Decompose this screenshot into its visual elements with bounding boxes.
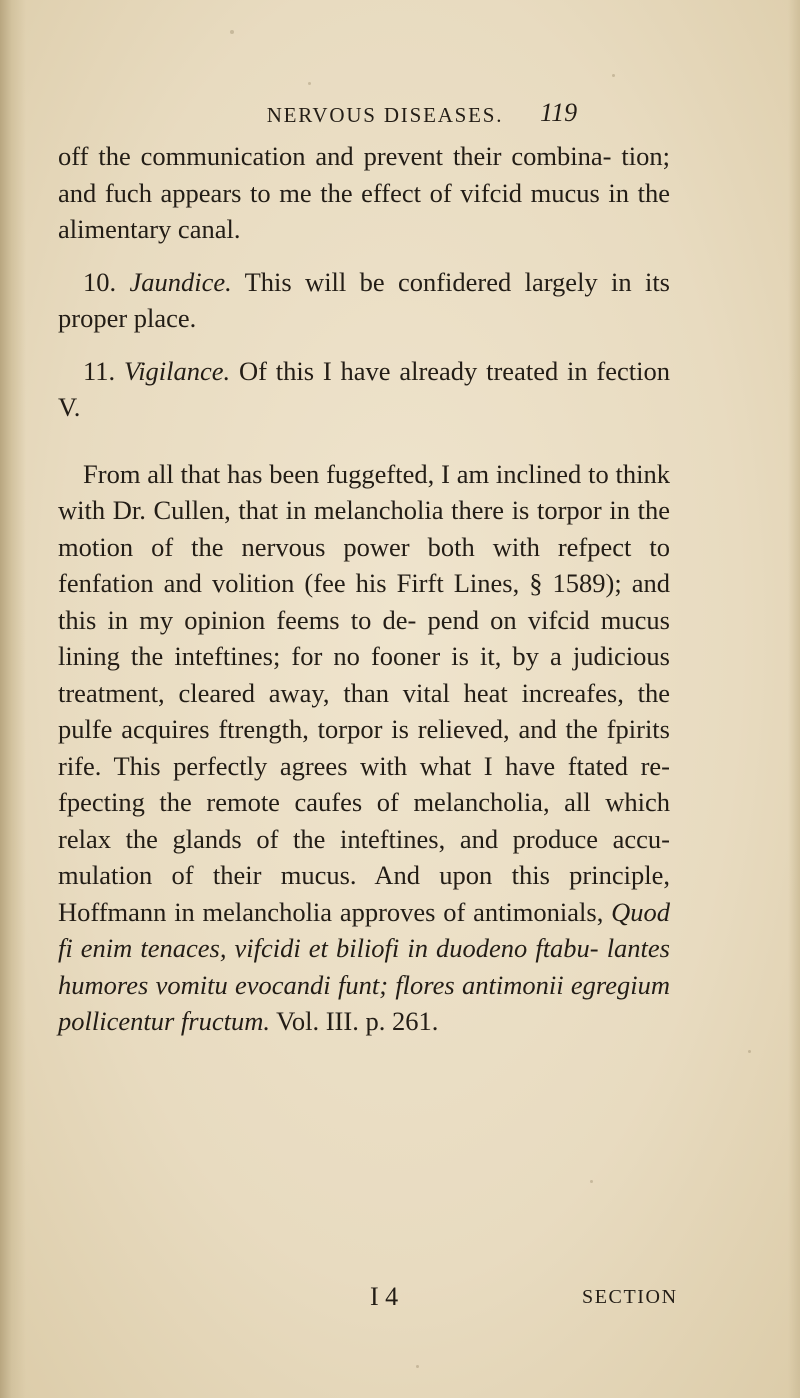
paragraph-text: Of this I have already treated in fection V. [58,355,671,422]
paper-speck [230,30,234,34]
item-heading: Vigilance. [123,355,231,386]
item-number: 10. [83,266,117,297]
item-number: 11. [83,355,116,386]
catchword: SECTION [582,1286,678,1308]
citation: Vol. III. p. 261. [276,1006,439,1036]
paragraph-text: off the communication and prevent their combina- tion; and fuch appears to me the effect of vifcid mucus in the alimentary canal. [58,141,670,244]
paper-speck [590,1180,593,1183]
paragraph-text: From all that has been fuggefted, I am inclined to think with Dr. Cullen, that in melancholia there is torpor in the motion of the nervous power both with refpect to fenfation and volition (fee his Firft Lines, § 1589); and this in my opinion feems to de- pend on vifcid mucus lining the inteftines; for no fooner is it, by a judicious treatment, cleared away, than vital heat increafes, the pulfe acquires ftrength, torpor is relieved, and the fpirits rife. This perfectly agrees with what I have ftated re- fpecting the remote caufes of melancholia, all which relax the glands of the inteftines, and produce accu- mulation of their mucus. And upon this principle, Hoffmann in melancholia approves of antimonials, [58,458,670,927]
paragraph-text: This will be confidered largely in its proper place. [58,266,670,333]
paragraph [58,456,670,1040]
running-header [0,98,800,143]
item-heading: Jaundice. [129,266,232,297]
paper-speck [612,74,615,77]
latin-quotation: Quod fi enim tenaces, vifcidi et biliofi in duodeno ftabu- lantes humores vomitu evocandi funt; flores antimonii egregium pollicentur fructum. [58,896,670,1036]
page-edge-shadow [788,0,800,1398]
paragraph [58,138,670,248]
numbered-paragraph [58,264,670,337]
running-title: NERVOUS DISEASES. [266,103,504,127]
page-gutter-shadow [0,0,26,1398]
body-text [58,138,670,1040]
signature-mark: I 4 [370,1282,399,1311]
paper-speck [308,82,311,85]
page-number: 119 [540,98,578,127]
page-footer [0,1282,800,1322]
numbered-paragraph [58,353,670,426]
paper-speck [748,1050,751,1053]
paper-speck [416,1365,419,1368]
